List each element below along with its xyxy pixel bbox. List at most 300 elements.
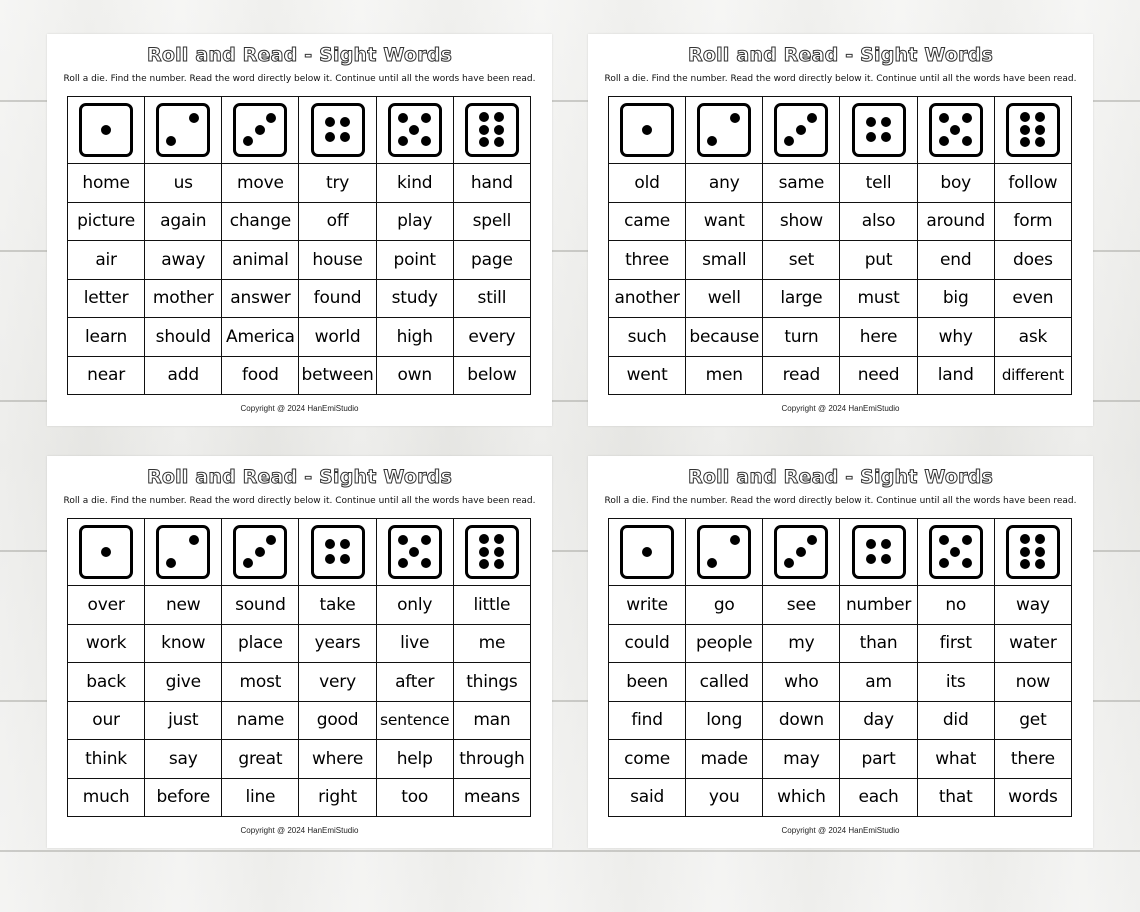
die-face-4-icon — [311, 525, 365, 579]
sight-word-cell: why — [917, 318, 994, 357]
die-pip — [950, 125, 960, 135]
sight-word-cell: old — [609, 164, 686, 203]
sight-word-cell: come — [609, 740, 686, 779]
sight-word-cell: through — [453, 740, 530, 779]
worksheet-3 — [47, 456, 552, 848]
sight-word-cell: follow — [994, 164, 1071, 203]
dice-cell — [145, 519, 222, 586]
sight-word-cell: even — [994, 279, 1071, 318]
sight-word-cell: went — [609, 356, 686, 395]
worksheet-title: Roll and Read - Sight Words — [147, 44, 452, 66]
die-face-5-icon — [929, 525, 983, 579]
sight-word-cell: water — [994, 624, 1071, 663]
sight-word-cell: here — [840, 318, 917, 357]
sight-word-cell: been — [609, 663, 686, 702]
dice-cell — [453, 519, 530, 586]
sight-word-cell: show — [763, 202, 840, 241]
sight-word-cell: need — [840, 356, 917, 395]
die-pip — [325, 554, 335, 564]
die-pip — [730, 113, 740, 123]
sight-word-cell: years — [299, 624, 376, 663]
sight-words-grid — [608, 96, 1072, 395]
die-face-2-icon — [156, 525, 210, 579]
die-face-4-icon — [852, 525, 906, 579]
copyright-notice: Copyright @ 2024 HanEmiStudio — [781, 404, 900, 413]
worksheet-instructions: Roll a die. Find the number. Read the word directly below it. Continue until all the words have been read. — [63, 496, 536, 506]
die-pip — [881, 539, 891, 549]
die-pip — [784, 558, 794, 568]
sight-word-cell: picture — [68, 202, 145, 241]
sight-word-cell: three — [609, 241, 686, 280]
die-pip — [807, 113, 817, 123]
die-pip — [1035, 534, 1045, 544]
die-pip — [479, 112, 489, 122]
die-pip — [784, 136, 794, 146]
die-pip — [166, 558, 176, 568]
die-pip — [494, 547, 504, 557]
sight-word-cell: line — [222, 778, 299, 817]
sight-word-cell: very — [299, 663, 376, 702]
sight-word-cell: did — [917, 701, 994, 740]
die-pip — [866, 539, 876, 549]
die-pip — [255, 125, 265, 135]
die-face-6-icon — [1006, 103, 1060, 157]
sight-word-cell: learn — [68, 318, 145, 357]
sight-word-cell: there — [994, 740, 1071, 779]
die-pip — [807, 535, 817, 545]
dice-cell — [917, 519, 994, 586]
sight-word-cell: off — [299, 202, 376, 241]
sight-word-cell: answer — [222, 279, 299, 318]
sight-word-cell: way — [994, 586, 1071, 625]
dice-cell — [299, 97, 376, 164]
dice-cell — [609, 97, 686, 164]
die-pip — [398, 113, 408, 123]
sight-word-cell: land — [917, 356, 994, 395]
word-row — [68, 241, 531, 280]
sight-word-cell: give — [145, 663, 222, 702]
copyright-notice: Copyright @ 2024 HanEmiStudio — [781, 826, 900, 835]
dice-cell — [917, 97, 994, 164]
die-pip — [1020, 125, 1030, 135]
sight-word-cell: move — [222, 164, 299, 203]
die-face-6-icon — [465, 525, 519, 579]
die-pip — [266, 535, 276, 545]
dice-cell — [686, 519, 763, 586]
sight-word-cell: my — [763, 624, 840, 663]
sight-word-cell: now — [994, 663, 1071, 702]
die-pip — [479, 125, 489, 135]
sight-word-cell: sound — [222, 586, 299, 625]
sight-word-cell: where — [299, 740, 376, 779]
word-row — [68, 356, 531, 395]
sight-word-cell: ask — [994, 318, 1071, 357]
sight-word-cell: every — [453, 318, 530, 357]
sight-word-cell: put — [840, 241, 917, 280]
word-row — [68, 279, 531, 318]
dice-cell — [763, 519, 840, 586]
die-pip — [494, 534, 504, 544]
sight-word-cell: take — [299, 586, 376, 625]
die-face-3-icon — [774, 103, 828, 157]
sight-word-cell: set — [763, 241, 840, 280]
sight-word-cell: too — [376, 778, 453, 817]
die-pip — [421, 136, 431, 146]
sight-word-cell: means — [453, 778, 530, 817]
die-pip — [866, 132, 876, 142]
sight-word-cell: below — [453, 356, 530, 395]
dice-cell — [376, 97, 453, 164]
worksheet-2 — [588, 34, 1093, 426]
dice-cell — [376, 519, 453, 586]
die-pip — [340, 554, 350, 564]
die-face-1-icon — [79, 103, 133, 157]
sight-word-cell: still — [453, 279, 530, 318]
sight-word-cell: right — [299, 778, 376, 817]
sight-word-cell: does — [994, 241, 1071, 280]
die-pip — [409, 547, 419, 557]
sight-word-cell: after — [376, 663, 453, 702]
die-pip — [255, 547, 265, 557]
dice-cell — [994, 97, 1071, 164]
die-face-2-icon — [156, 103, 210, 157]
sight-word-cell: new — [145, 586, 222, 625]
word-row — [609, 701, 1072, 740]
sight-word-cell: well — [686, 279, 763, 318]
dice-cell — [840, 97, 917, 164]
sight-word-cell: get — [994, 701, 1071, 740]
sight-word-cell: who — [763, 663, 840, 702]
sight-word-cell: page — [453, 241, 530, 280]
sight-word-cell: want — [686, 202, 763, 241]
die-pip — [325, 132, 335, 142]
word-row — [68, 701, 531, 740]
word-row — [609, 318, 1072, 357]
sight-word-cell: world — [299, 318, 376, 357]
die-pip — [325, 117, 335, 127]
sight-word-cell: change — [222, 202, 299, 241]
sight-word-cell: made — [686, 740, 763, 779]
sight-word-cell: say — [145, 740, 222, 779]
die-pip — [1020, 534, 1030, 544]
sight-word-cell: men — [686, 356, 763, 395]
die-face-5-icon — [929, 103, 983, 157]
sight-word-cell: place — [222, 624, 299, 663]
die-pip — [950, 547, 960, 557]
die-pip — [479, 547, 489, 557]
worksheet-4 — [588, 456, 1093, 848]
die-pip — [939, 113, 949, 123]
sight-word-cell: go — [686, 586, 763, 625]
die-pip — [398, 535, 408, 545]
sight-word-cell: our — [68, 701, 145, 740]
die-pip — [494, 125, 504, 135]
die-pip — [243, 136, 253, 146]
worksheet-instructions: Roll a die. Find the number. Read the word directly below it. Continue until all the words have been read. — [604, 496, 1077, 506]
sight-words-grid — [608, 518, 1072, 817]
die-pip — [325, 539, 335, 549]
dice-row — [609, 519, 1072, 586]
die-pip — [1035, 137, 1045, 147]
sight-word-cell: America — [222, 318, 299, 357]
sight-word-cell: could — [609, 624, 686, 663]
die-face-5-icon — [388, 103, 442, 157]
sight-word-cell: over — [68, 586, 145, 625]
sight-word-cell: me — [453, 624, 530, 663]
dice-row — [68, 519, 531, 586]
sight-word-cell: read — [763, 356, 840, 395]
word-row — [609, 624, 1072, 663]
die-face-3-icon — [233, 525, 287, 579]
word-row — [609, 164, 1072, 203]
die-face-3-icon — [774, 525, 828, 579]
die-face-6-icon — [465, 103, 519, 157]
die-face-2-icon — [697, 525, 751, 579]
word-row — [68, 586, 531, 625]
die-pip — [101, 125, 111, 135]
die-pip — [939, 136, 949, 146]
sight-word-cell: which — [763, 778, 840, 817]
sight-word-cell: such — [609, 318, 686, 357]
die-pip — [398, 558, 408, 568]
sight-word-cell: little — [453, 586, 530, 625]
sight-word-cell: think — [68, 740, 145, 779]
die-pip — [962, 113, 972, 123]
word-row — [609, 586, 1072, 625]
dice-cell — [299, 519, 376, 586]
sight-word-cell: long — [686, 701, 763, 740]
die-pip — [866, 117, 876, 127]
die-pip — [398, 136, 408, 146]
sight-words-grid — [67, 96, 531, 395]
sight-word-cell: first — [917, 624, 994, 663]
sight-word-cell: good — [299, 701, 376, 740]
word-row — [609, 778, 1072, 817]
sight-word-cell: words — [994, 778, 1071, 817]
sight-word-cell: animal — [222, 241, 299, 280]
sight-word-cell: between — [299, 356, 376, 395]
sight-word-cell: know — [145, 624, 222, 663]
word-row — [68, 778, 531, 817]
sight-word-cell: before — [145, 778, 222, 817]
dice-row — [609, 97, 1072, 164]
sight-word-cell: that — [917, 778, 994, 817]
sight-word-cell: no — [917, 586, 994, 625]
sight-word-cell: work — [68, 624, 145, 663]
sight-word-cell: add — [145, 356, 222, 395]
word-row — [68, 164, 531, 203]
sight-word-cell: own — [376, 356, 453, 395]
die-pip — [1020, 559, 1030, 569]
sight-word-cell: came — [609, 202, 686, 241]
sight-word-cell: back — [68, 663, 145, 702]
sight-word-cell: big — [917, 279, 994, 318]
word-row — [609, 202, 1072, 241]
die-pip — [479, 559, 489, 569]
sight-word-cell: write — [609, 586, 686, 625]
die-face-1-icon — [79, 525, 133, 579]
die-pip — [1035, 112, 1045, 122]
die-face-4-icon — [311, 103, 365, 157]
die-pip — [1020, 547, 1030, 557]
sight-word-cell: turn — [763, 318, 840, 357]
worksheet-instructions: Roll a die. Find the number. Read the word directly below it. Continue until all the words have been read. — [604, 74, 1077, 84]
dice-cell — [763, 97, 840, 164]
sight-word-cell: each — [840, 778, 917, 817]
die-pip — [101, 547, 111, 557]
die-pip — [642, 547, 652, 557]
sight-word-cell: just — [145, 701, 222, 740]
sight-word-cell: boy — [917, 164, 994, 203]
worksheet-title: Roll and Read - Sight Words — [147, 466, 452, 488]
sight-word-cell: kind — [376, 164, 453, 203]
sight-word-cell: same — [763, 164, 840, 203]
worksheet-instructions: Roll a die. Find the number. Read the word directly below it. Continue until all the words have been read. — [63, 74, 536, 84]
die-pip — [1020, 137, 1030, 147]
sight-word-cell: us — [145, 164, 222, 203]
die-pip — [494, 112, 504, 122]
sight-word-cell: near — [68, 356, 145, 395]
sight-word-cell: find — [609, 701, 686, 740]
sight-word-cell: found — [299, 279, 376, 318]
die-pip — [796, 125, 806, 135]
die-pip — [189, 113, 199, 123]
word-row — [68, 624, 531, 663]
sight-word-cell: spell — [453, 202, 530, 241]
sight-word-cell: house — [299, 241, 376, 280]
sight-word-cell: man — [453, 701, 530, 740]
sight-word-cell: mother — [145, 279, 222, 318]
sight-word-cell: live — [376, 624, 453, 663]
word-row — [609, 279, 1072, 318]
sight-word-cell: tell — [840, 164, 917, 203]
sight-word-cell: its — [917, 663, 994, 702]
sight-word-cell: away — [145, 241, 222, 280]
word-row — [68, 663, 531, 702]
die-pip — [340, 132, 350, 142]
die-pip — [266, 113, 276, 123]
sight-words-grid — [67, 518, 531, 817]
sight-word-cell: letter — [68, 279, 145, 318]
sight-word-cell: high — [376, 318, 453, 357]
die-pip — [962, 136, 972, 146]
die-pip — [1035, 125, 1045, 135]
die-pip — [166, 136, 176, 146]
sight-word-cell: point — [376, 241, 453, 280]
dice-cell — [222, 519, 299, 586]
worksheet-1 — [47, 34, 552, 426]
dice-cell — [68, 519, 145, 586]
dice-cell — [145, 97, 222, 164]
sight-word-cell: you — [686, 778, 763, 817]
dice-cell — [453, 97, 530, 164]
word-row — [609, 740, 1072, 779]
die-pip — [494, 137, 504, 147]
die-pip — [642, 125, 652, 135]
sight-word-cell: study — [376, 279, 453, 318]
die-pip — [479, 137, 489, 147]
die-pip — [707, 558, 717, 568]
die-pip — [421, 535, 431, 545]
die-pip — [866, 554, 876, 564]
word-row — [68, 740, 531, 779]
die-pip — [421, 558, 431, 568]
sight-word-cell: name — [222, 701, 299, 740]
sight-word-cell: down — [763, 701, 840, 740]
die-face-1-icon — [620, 103, 674, 157]
die-face-4-icon — [852, 103, 906, 157]
sight-word-cell: air — [68, 241, 145, 280]
word-row — [609, 663, 1072, 702]
sight-word-cell: people — [686, 624, 763, 663]
dice-cell — [994, 519, 1071, 586]
sight-word-cell: hand — [453, 164, 530, 203]
word-row — [609, 356, 1072, 395]
die-pip — [939, 535, 949, 545]
die-face-1-icon — [620, 525, 674, 579]
die-pip — [479, 534, 489, 544]
sight-word-cell: form — [994, 202, 1071, 241]
dice-cell — [68, 97, 145, 164]
worksheet-title: Roll and Read - Sight Words — [688, 44, 993, 66]
word-row — [609, 241, 1072, 280]
die-pip — [340, 117, 350, 127]
sight-word-cell: than — [840, 624, 917, 663]
word-row — [68, 318, 531, 357]
die-pip — [409, 125, 419, 135]
dice-cell — [686, 97, 763, 164]
die-pip — [340, 539, 350, 549]
copyright-notice: Copyright @ 2024 HanEmiStudio — [240, 404, 359, 413]
dice-cell — [840, 519, 917, 586]
sight-word-cell: things — [453, 663, 530, 702]
die-pip — [881, 132, 891, 142]
sight-word-cell: home — [68, 164, 145, 203]
sight-word-cell: help — [376, 740, 453, 779]
die-face-3-icon — [233, 103, 287, 157]
die-face-5-icon — [388, 525, 442, 579]
sight-word-cell: may — [763, 740, 840, 779]
sight-word-cell: any — [686, 164, 763, 203]
die-pip — [881, 117, 891, 127]
die-face-6-icon — [1006, 525, 1060, 579]
sight-word-cell: because — [686, 318, 763, 357]
die-pip — [494, 559, 504, 569]
die-pip — [1020, 112, 1030, 122]
die-pip — [962, 558, 972, 568]
die-pip — [796, 547, 806, 557]
die-pip — [421, 113, 431, 123]
die-pip — [939, 558, 949, 568]
die-pip — [730, 535, 740, 545]
sight-word-cell: small — [686, 241, 763, 280]
sight-word-cell: play — [376, 202, 453, 241]
die-pip — [1035, 559, 1045, 569]
sight-word-cell: again — [145, 202, 222, 241]
die-pip — [1035, 547, 1045, 557]
sight-word-cell: around — [917, 202, 994, 241]
sight-word-cell: part — [840, 740, 917, 779]
sight-word-cell: try — [299, 164, 376, 203]
sight-word-cell: different — [994, 356, 1071, 395]
sight-word-cell: am — [840, 663, 917, 702]
sight-word-cell: also — [840, 202, 917, 241]
sight-word-cell: called — [686, 663, 763, 702]
sight-word-cell: should — [145, 318, 222, 357]
sight-word-cell: sentence — [376, 701, 453, 740]
die-pip — [707, 136, 717, 146]
sight-word-cell: end — [917, 241, 994, 280]
